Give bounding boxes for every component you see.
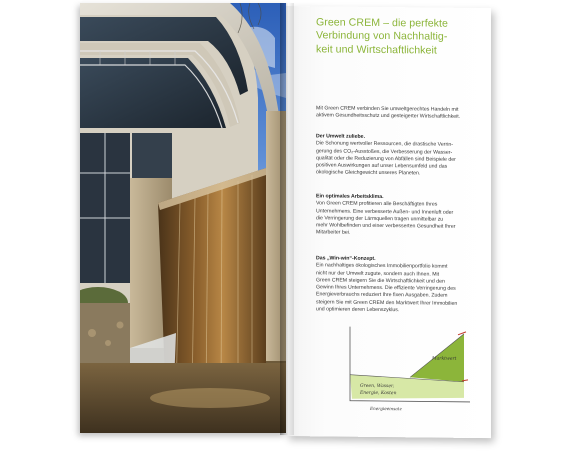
sketch-red-mark — [458, 332, 466, 335]
headline — [316, 16, 484, 58]
section-title: Ein optimales Arbeitsklima. — [316, 193, 384, 201]
section-line: Unternehmens. Eine verbesserte Außen- und Innenluft oder — [316, 207, 454, 216]
headline-line-2: Verbindung von Nachhaltig- — [316, 29, 448, 44]
headline-line-3: keit und Wirtschaftlichkeit — [316, 43, 437, 57]
section-line: und optimieren deren Lebenszyklus. — [316, 306, 400, 314]
section-line: Ein nachhaltiges ökologisches Immobilienportfolio kommt — [316, 262, 448, 270]
sketch-axis-label: Energieeinsatz — [370, 405, 402, 412]
section-line: Die Schonung wertvoller Ressourcen, die drastische Verrin- — [316, 140, 453, 149]
section-line: qualität oder die Reduzierung von Abfällen sind Beispiele der — [316, 155, 456, 163]
section-line: mehr Wohlbefinden und einer verbesserten Gesundheit Ihrer — [316, 222, 456, 230]
section-line: ökologische Gleichgewicht unseres Planeten. — [316, 169, 421, 177]
sketch-lower-label-2: Energie, Kosten — [360, 390, 397, 397]
section-title: Das „Win-win“-Konzept. — [316, 255, 376, 262]
section-line: steigern Sie mit Green CREM den Marktwert Ihrer Immobilien — [316, 299, 458, 307]
section-arbeitsklima — [316, 193, 478, 238]
intro-paragraph — [316, 105, 476, 121]
spine-shadow — [280, 3, 294, 435]
intro-line-2: aktivem Gesundheitsschutz und gesteigerter Wirtschaftlichkeit. — [316, 112, 461, 121]
photo-page — [80, 3, 286, 433]
section-umwelt — [316, 133, 478, 178]
section-line: Von Green CREM profitieren alle Beschäftigten Ihres — [316, 200, 438, 208]
sketch-upper-label: Marktwert — [432, 356, 457, 362]
sketch-lower-label-1: Green, Wasser, — [360, 383, 395, 390]
section-line: positiven Auswirkungen auf unser Lebensumfeld und das — [316, 162, 448, 170]
section-title: Der Umwelt zuliebe. — [316, 133, 366, 140]
section-win-win — [316, 255, 478, 315]
page-content — [316, 16, 484, 314]
section-line: Energieverbrauchs reduziert Ihre fixen Ausgaben. Zudem — [316, 291, 448, 300]
headline-line-1: Green CREM – die perfekte — [316, 16, 448, 30]
win-win-sketch — [346, 323, 501, 415]
section-line: die Verringerung der Lärmquellen tragen unmittelbar zu — [316, 215, 444, 223]
section-line: Gewinn Ihres Unternehmens. Die effiziente Verringerung des — [316, 284, 456, 292]
intro-line-1: Mit Green CREM verbinden Sie umweltgerechtes Handeln mit — [316, 105, 459, 113]
section-line: gerung des CO₂-Ausstoßes, die Verbesserung der Wasser- — [316, 147, 453, 156]
section-line: Mitarbeiter bei. — [316, 229, 351, 237]
section-line: Green CREM steigern Sie die Wirtschaftlichkeit und den — [316, 277, 445, 285]
building-waterfall-photo — [80, 3, 286, 433]
section-line: nicht nur der Umwelt zugute, sondern auch Ihnen. Mit — [316, 269, 440, 278]
text-page — [286, 6, 491, 438]
